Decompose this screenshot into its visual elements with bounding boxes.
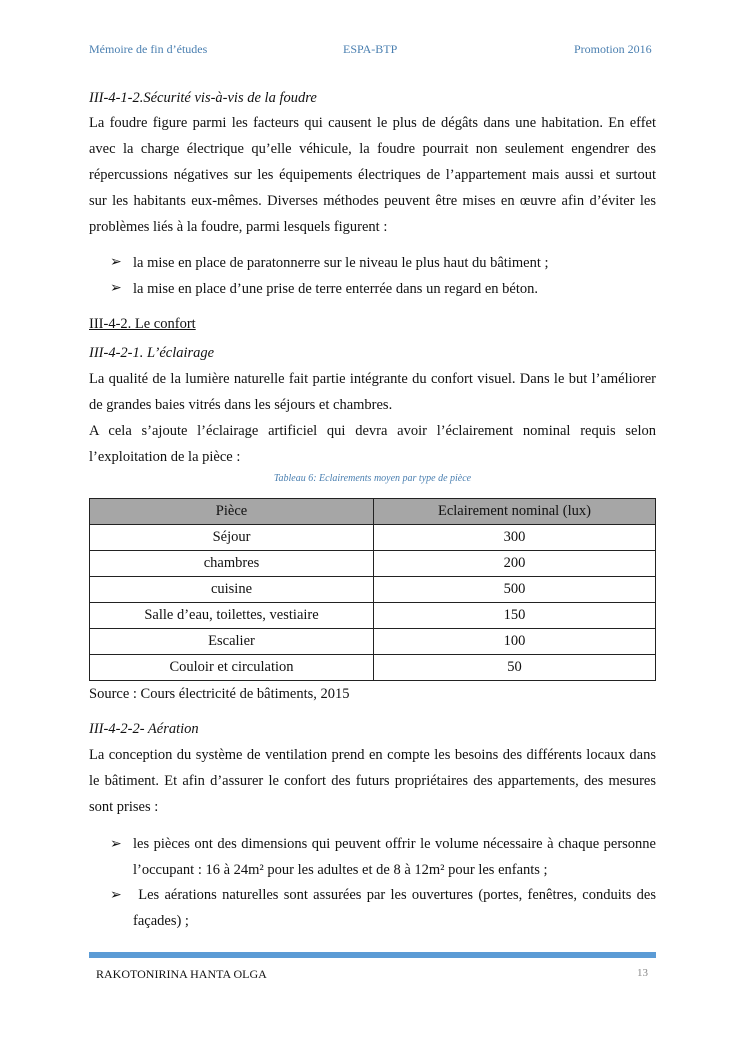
section-title-confort: III-4-2. Le confort: [89, 316, 196, 332]
bullet-arrow-icon: ➢: [110, 888, 122, 903]
table-source: Source : Cours électricité de bâtiments, 2015: [89, 686, 350, 702]
list-item-line: Les aérations naturelles sont assurées par les ouvertures (portes, fenêtres, conduits des: [133, 887, 656, 903]
table-row: [90, 577, 656, 603]
list-item: la mise en place de paratonnerre sur le niveau le plus haut du bâtiment ;: [133, 255, 549, 271]
paragraph-aeration: [89, 742, 656, 820]
page-number: 13: [637, 967, 648, 979]
bullet-arrow-icon: ➢: [110, 255, 122, 270]
paragraph-line: de grandes baies vitrés dans les séjours et chambres.: [89, 397, 393, 413]
illumination-table: [89, 498, 656, 681]
section-title-foudre: III-4-1-2.Sécurité vis-à-vis de la foudre: [89, 90, 317, 106]
paragraph-foudre: [89, 110, 656, 240]
table-cell: Séjour: [90, 525, 374, 551]
table-row: [90, 655, 656, 681]
header-left: Mémoire de fin d’études: [89, 42, 208, 56]
paragraph-line: sont prises :: [89, 799, 159, 815]
bullet-arrow-icon: ➢: [110, 837, 122, 852]
list-item: la mise en place d’une prise de terre enterrée dans un regard en béton.: [133, 281, 539, 297]
table-row: [90, 629, 656, 655]
paragraph-eclairage-1: [89, 366, 656, 470]
table-cell: Salle d’eau, toilettes, vestiaire: [90, 603, 374, 629]
table-cell: Escalier: [90, 629, 374, 655]
table-cell: 50: [374, 655, 656, 681]
table-row: [90, 603, 656, 629]
table-cell: Couloir et circulation: [90, 655, 374, 681]
table-row: [90, 525, 656, 551]
table-header-row: [90, 499, 656, 525]
table-header-cell: Eclairement nominal (lux): [374, 499, 656, 525]
table-cell: 500: [374, 577, 656, 603]
list-item: [133, 831, 656, 883]
table-cell: 300: [374, 525, 656, 551]
table-header-cell: Pièce: [90, 499, 374, 525]
header-center: ESPA-BTP: [343, 42, 398, 56]
paragraph-line: La foudre figure parmi les facteurs qui causent le plus de dégâts dans une habitation. En effet: [89, 115, 656, 131]
list-item: [133, 882, 656, 934]
table-row: [90, 551, 656, 577]
paragraph-line: l’exploitation de la pièce :: [89, 449, 241, 465]
list-item-line: façades) ;: [133, 913, 189, 929]
table-cell: 100: [374, 629, 656, 655]
paragraph-line: problèmes liés à la foudre, parmi lesquels figurent :: [89, 219, 388, 235]
paragraph-line: le bâtiment. Et afin d’assurer le confort des futurs propriétaires des appartements, des mesures: [89, 773, 656, 789]
table-cell: chambres: [90, 551, 374, 577]
list-item-line: les pièces ont des dimensions qui peuvent offrir le volume nécessaire à chaque personne: [133, 836, 656, 852]
table-caption: Tableau 6: Eclairements moyen par type de pièce: [273, 473, 472, 484]
paragraph-line: A cela s’ajoute l’éclairage artificiel qui devra avoir l’éclairement nominal requis selon: [89, 423, 656, 439]
bullet-arrow-icon: ➢: [110, 281, 122, 296]
paragraph-line: sur les habitants eux-mêmes. Diverses méthodes peuvent être mises en œuvre afin d’éviter les: [89, 193, 656, 209]
footer-rule: [89, 952, 656, 958]
section-title-eclairage: III-4-2-1. L’éclairage: [89, 345, 215, 361]
table-cell: 200: [374, 551, 656, 577]
table-cell: 150: [374, 603, 656, 629]
footer-author: RAKOTONIRINA HANTA OLGA: [96, 967, 267, 981]
paragraph-line: La qualité de la lumière naturelle fait partie intégrante du confort visuel. Dans le but l’améliorer: [89, 371, 656, 387]
paragraph-line: répercussions négatives sur les équipements électriques de l’appartement mais aussi et surtout: [89, 167, 656, 183]
table-cell: cuisine: [90, 577, 374, 603]
section-title-aeration: III-4-2-2- Aération: [89, 721, 199, 737]
paragraph-line: La conception du système de ventilation prend en compte les besoins des différents locaux dans: [89, 747, 656, 763]
paragraph-line: avec la charge électrique qu’elle véhicule, la foudre pourrait non seulement engendrer des: [89, 141, 656, 157]
header-right: Promotion 2016: [574, 42, 652, 56]
list-item-line: l’occupant : 16 à 24m² pour les adultes et de 8 à 12m² pour les enfants ;: [133, 862, 548, 878]
